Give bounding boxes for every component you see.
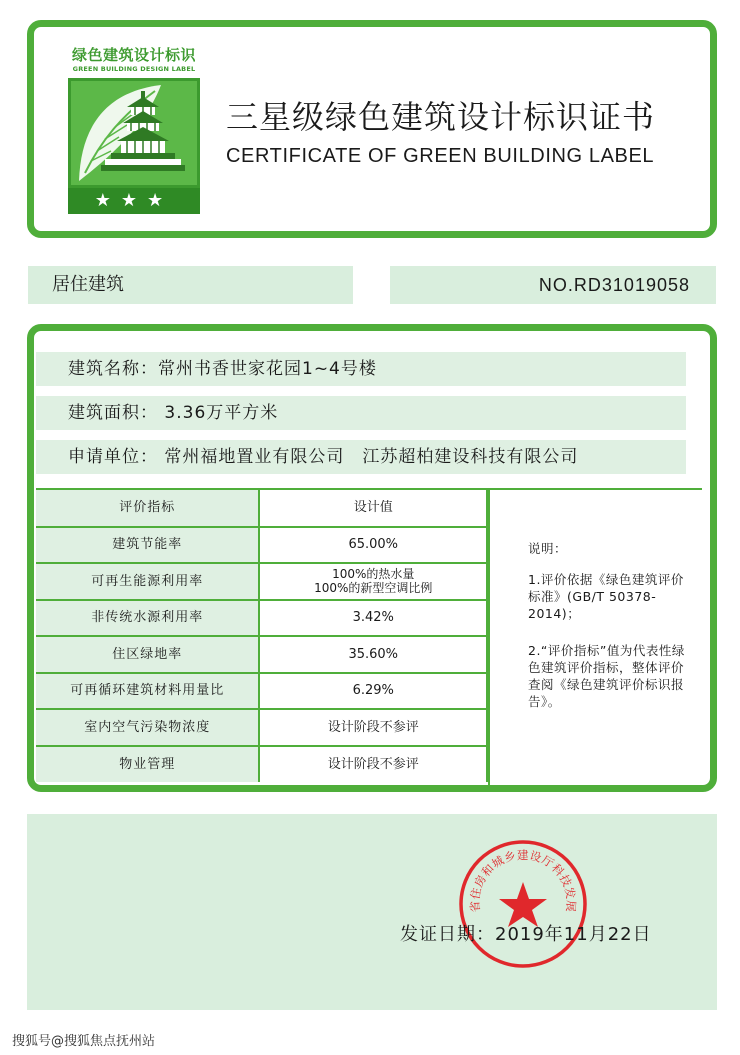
metrics-section [36, 488, 702, 786]
table-row [36, 673, 487, 710]
metric-name: 物业管理 [36, 746, 259, 783]
logo-title-en: GREEN BUILDING DESIGN LABEL [72, 65, 196, 73]
building-area-row: 建筑面积： 3.36万平方米 [36, 396, 686, 430]
notes-heading: 说明： [528, 541, 568, 556]
table-row [36, 746, 487, 783]
applicant-row: 申请单位： 常州福地置业有限公司 江苏超柏建设科技有限公司 [36, 440, 686, 474]
building-category: 居住建筑 [28, 266, 353, 304]
metric-value: 6.29% [259, 673, 487, 710]
metric-value: 100%的热水量 100%的新型空调比例 [259, 563, 487, 600]
metric-value: 35.60% [259, 636, 487, 673]
metric-name: 室内空气污染物浓度 [36, 709, 259, 746]
note-2: 2.“评价指标”值为代表性绿色建筑评价指标，整体评价查阅《绿色建筑评价标识报告》。 [528, 643, 685, 709]
building-name-row: 建筑名称：常州书香世家花园1~4号楼 [36, 352, 686, 386]
certificate-title-cn: 三星级绿色建筑设计标识证书 [226, 98, 656, 136]
table-row [36, 709, 487, 746]
metric-value: 设计阶段不参评 [259, 709, 487, 746]
metric-name: 可再循环建筑材料用量比 [36, 673, 259, 710]
issue-date: 发证日期：2019年11月22日 [400, 924, 652, 945]
green-building-logo [64, 44, 204, 214]
table-row [36, 636, 487, 673]
header-value: 设计值 [259, 490, 487, 527]
logo-title-cn: 绿色建筑设计标识 [71, 46, 196, 64]
metric-value: 设计阶段不参评 [259, 746, 487, 783]
header-key: 评价指标 [36, 490, 259, 527]
issue-panel [27, 814, 717, 1010]
metric-name: 可再生能源利用率 [36, 563, 259, 600]
official-seal [457, 838, 589, 970]
certificate-number: NO.RD31019058 [390, 266, 716, 304]
metric-name: 建筑节能率 [36, 527, 259, 564]
certificate-title-en: CERTIFICATE OF GREEN BUILDING LABEL [226, 145, 655, 167]
table-header-row [36, 490, 487, 527]
watermark: 搜狐号@搜狐焦点抚州站 [12, 1034, 156, 1049]
notes-panel [488, 490, 702, 786]
metric-name: 住区绿地率 [36, 636, 259, 673]
metric-value: 3.42% [259, 600, 487, 637]
table-row [36, 563, 487, 600]
metric-value: 65.00% [259, 527, 487, 564]
metric-name: 非传统水源利用率 [36, 600, 259, 637]
note-1: 1.评价依据《绿色建筑评价标准》(GB/T 50378-2014)； [528, 572, 684, 621]
three-star-rating: ★★★ [68, 188, 200, 214]
seal-text: 省住房和城乡建设厅科技发展 [467, 847, 579, 913]
table-row [36, 600, 487, 637]
table-row [36, 527, 487, 564]
metrics-table [36, 490, 488, 782]
